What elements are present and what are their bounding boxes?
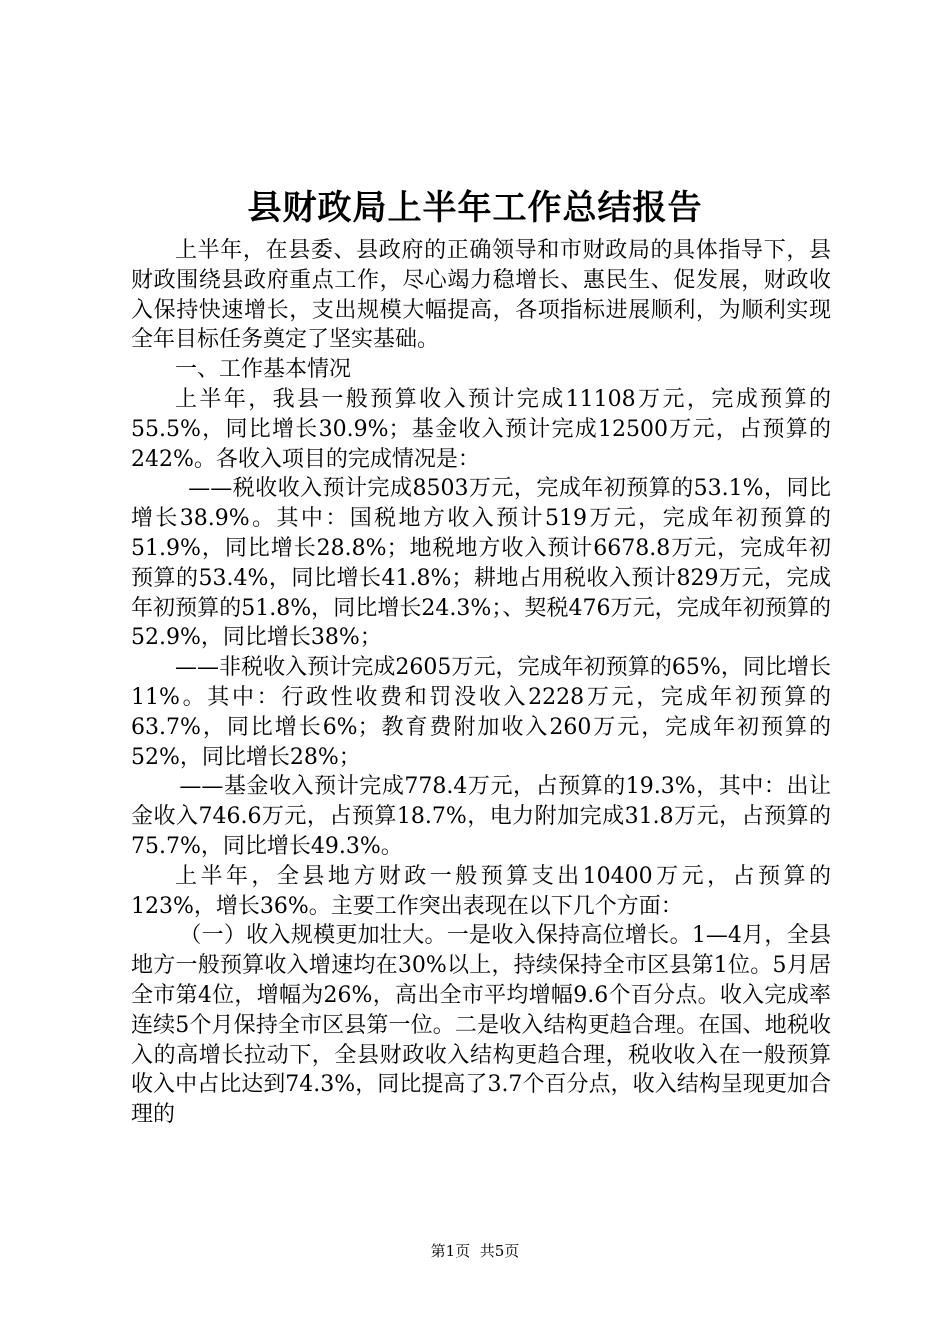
paragraph-fund-revenue: ——基金收入预计完成778.4万元，占预算的19.3%，其中：出让金收入746.6万元，占预算18.7%，电力附加完成31.8万元，占预算的75.7%，同比增长49.3%。 (131, 774, 831, 859)
paragraph-revenue-summary: 上半年，我县一般预算收入预计完成11108万元，完成预算的55.5%，同比增长30.9%；基金收入预计完成12500万元，占预算的242%。各收入项目的完成情况是： (131, 386, 831, 472)
paragraph-revenue-scale: （一）收入规模更加壮大。一是收入保持高位增长。1—4月，全县地方一般预算收入增速均在30%以上，持续保持全市区县第1位。5月居全市第4位，增幅为26%，高出全市平均增幅9.6个百分点。收入完成率连续5个月保持全市区县第一位。二是收入结构更趋合理。在国、地税收入的高增长拉动下，全县财政收入结构更趋合理，税收收入在一般预算收入中占比达到74.3%，同比提高了3.7个百分点，收入结构呈现更加合理的 (131, 923, 831, 1128)
document-title: 县财政局上半年工作总结报告 (247, 188, 703, 228)
page-total: 共5页 (479, 1242, 520, 1260)
page-footer (0, 1241, 950, 1261)
page-number: 第1页 (430, 1242, 471, 1260)
section-heading: 一、工作基本情况 (175, 357, 352, 383)
paragraph-intro: 上半年，在县委、县政府的正确领导和市财政局的具体指导下，县财政围绕县政府重点工作，尽心竭力稳增长、惠民生、促发展，财政收入保持快速增长，支出规模大幅提高，各项指标进展顺利，为顺利实现全年目标任务奠定了坚实基础。 (131, 238, 831, 353)
paragraph-tax-revenue: ——税收收入预计完成8503万元，完成年初预算的53.1%，同比增长38.9%。其中：国税地方收入预计519万元，完成年初预算的51.9%，同比增长28.8%；地税地方收入预计6678.8万元，完成年初预算的53.4%，同比增长41.8%；耕地占用税收入预计829万元，完成年初预算的51.8%，同比增长24.3%；、契税476万元，完成年初预算的52.9%，同比增长38%； (131, 476, 831, 651)
document-body (131, 236, 831, 1130)
paragraph-nontax-revenue: ——非税收入预计完成2605万元，完成年初预算的65%，同比增长11%。其中：行政性收费和罚没收入2228万元，完成年初预算的63.7%，同比增长6%；教育费附加收入260万元，完成年初预算的52%，同比增长28%； (131, 655, 831, 770)
paragraph-expenditure: 上半年，全县地方财政一般预算支出10400万元，占预算的123%，增长36%。主要工作突出表现在以下几个方面： (131, 863, 831, 919)
